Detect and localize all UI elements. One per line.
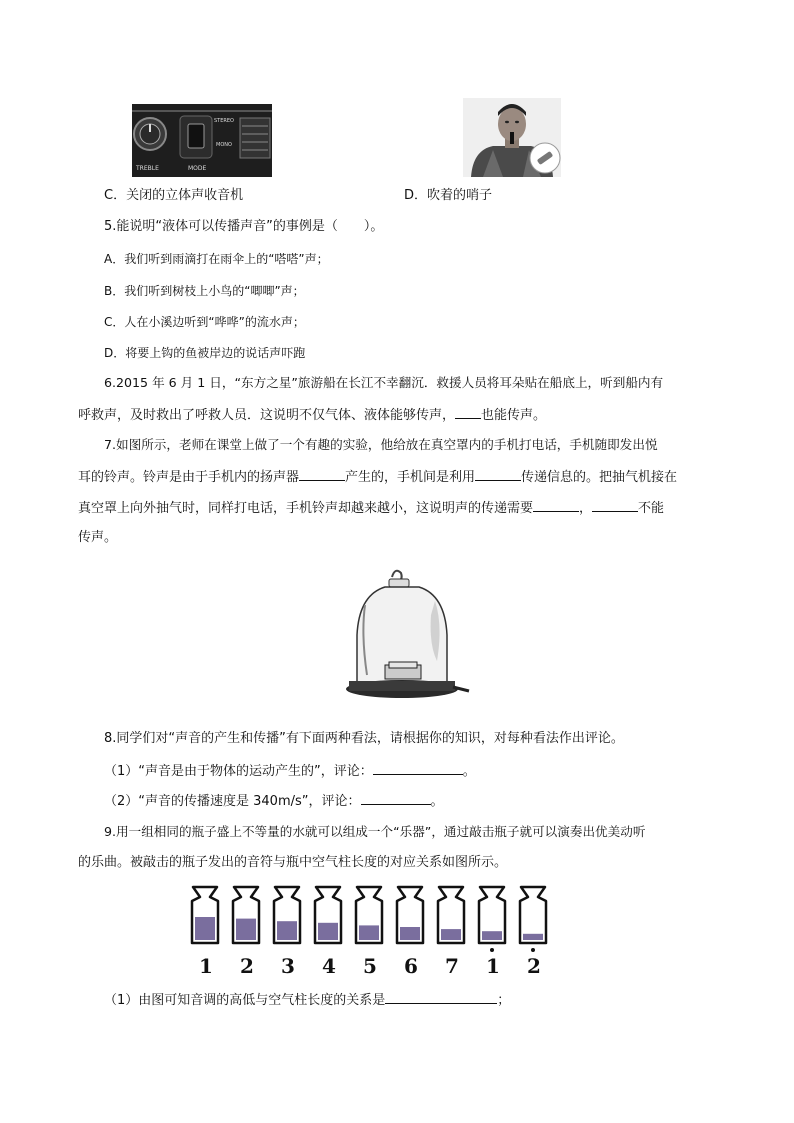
note-label: 3 (281, 954, 295, 978)
q8-item1-end: 。 (462, 764, 476, 779)
high-octave-dot (531, 948, 535, 952)
q7-line4: 传声。 (78, 530, 118, 545)
bottle (477, 885, 507, 945)
q9-blank-1[interactable] (385, 990, 497, 1004)
q9-line2: 的乐曲。被敲击的瓶子发出的音符与瓶中空气柱长度的对应关系如图所示。 (78, 855, 508, 870)
bottle (395, 885, 425, 945)
q4-option-c: C．关闭的立体声收音机 (104, 188, 244, 203)
note-label: 2 (240, 954, 254, 978)
q6-line2 (78, 405, 546, 425)
mono-label: MONO (216, 142, 232, 148)
q7-line2-b: 产生的，手机间是利用 (345, 470, 476, 485)
q8-item2-end: 。 (430, 794, 444, 809)
bottle (436, 885, 466, 945)
bottles-figure (186, 880, 556, 980)
bell-jar-figure (345, 565, 470, 703)
q6-answer-blank[interactable] (455, 405, 481, 419)
q8-stem: 8.同学们对“声音的产生和传播”有下面两种看法，请根据你的知识，对每种看法作出评论。 (104, 731, 624, 746)
bottle (190, 885, 220, 945)
q8-item1-text: （1）“声音是由于物体的运动产生的”，评论： (104, 764, 373, 779)
note-label: 6 (404, 954, 418, 978)
boy-whistle-photo (463, 98, 561, 177)
q8-blank-2[interactable] (361, 791, 431, 805)
q7-line1: 7.如图所示，老师在课堂上做了一个有趣的实验，他给放在真空罩内的手机打电话，手机随即发出悦 (104, 437, 658, 452)
note-label: 1 (486, 954, 500, 978)
q8-item1 (104, 761, 476, 781)
q4-option-d: D．吹着的哨子 (404, 188, 493, 203)
q7-line2-a: 耳的铃声。铃声是由于手机内的扬声器 (78, 470, 300, 485)
note-label: 5 (363, 954, 377, 978)
q5-stem: 5.能说明“液体可以传播声音”的事例是（ ）。 (104, 219, 384, 234)
bottle (231, 885, 261, 945)
note-label: 1 (199, 954, 213, 978)
q7-blank-3[interactable] (533, 498, 579, 512)
q7-line2-c: 传递信息的。把抽气机接在 (521, 470, 678, 485)
q7-line3-c: 不能 (638, 501, 665, 516)
bottle (354, 885, 384, 945)
q6-line1: 6.2015 年 6 月 1 日，“东方之星”旅游船在长江不幸翻沉．救援人员将耳朵贴在船底上，听到船内有 (104, 375, 664, 390)
note-label: 2 (527, 954, 541, 978)
q8-item2-text: （2）“声音的传播速度是 340m/s”，评论： (104, 794, 361, 809)
note-label: 4 (322, 954, 336, 978)
q7-line3-a: 真空罩上向外抽气时，同样打电话，手机铃声却越来越小，这说明声的传递需要 (78, 501, 534, 516)
q5-option-c: C．人在小溪边听到“哗哗”的流水声； (104, 315, 305, 329)
treble-label: TREBLE (136, 165, 159, 172)
bottle (272, 885, 302, 945)
note-label: 7 (445, 954, 459, 978)
q8-item2 (104, 791, 444, 811)
q9-sub1-end: ； (497, 993, 511, 1008)
q9-line1: 9.用一组相同的瓶子盛上不等量的水就可以组成一个“乐器”，通过敲击瓶子就可以演奏出优美动听 (104, 824, 646, 839)
high-octave-dot (490, 948, 494, 952)
mode-label: MODE (188, 165, 207, 172)
q9-sub1-text: （1）由图可知音调的高低与空气柱长度的关系是 (104, 993, 386, 1008)
q7-blank-4[interactable] (592, 498, 638, 512)
q5-option-d: D．将要上钩的鱼被岸边的说话声吓跑 (104, 346, 306, 360)
q5-option-b: B．我们听到树枝上小鸟的“唧唧”声； (104, 284, 305, 298)
q7-blank-2[interactable] (475, 467, 521, 481)
bottle (313, 885, 343, 945)
q7-blank-1[interactable] (299, 467, 345, 481)
stereo-label: STEREO (214, 118, 234, 124)
q5-option-a: A．我们听到雨滴打在雨伞上的“嗒嗒”声； (104, 252, 329, 266)
q9-sub1 (104, 990, 510, 1010)
q7-line2 (78, 467, 677, 487)
q8-blank-1[interactable] (373, 761, 463, 775)
q6-line2-end: 也能传声。 (481, 408, 547, 423)
q7-line3-b: ， (579, 501, 593, 516)
stereo-radio-figure (132, 104, 272, 177)
q6-line2-text: 呼救声，及时救出了呼救人员．这说明不仅气体、液体能够传声， (78, 408, 456, 423)
bottle (518, 885, 548, 945)
q7-line3 (78, 498, 664, 518)
